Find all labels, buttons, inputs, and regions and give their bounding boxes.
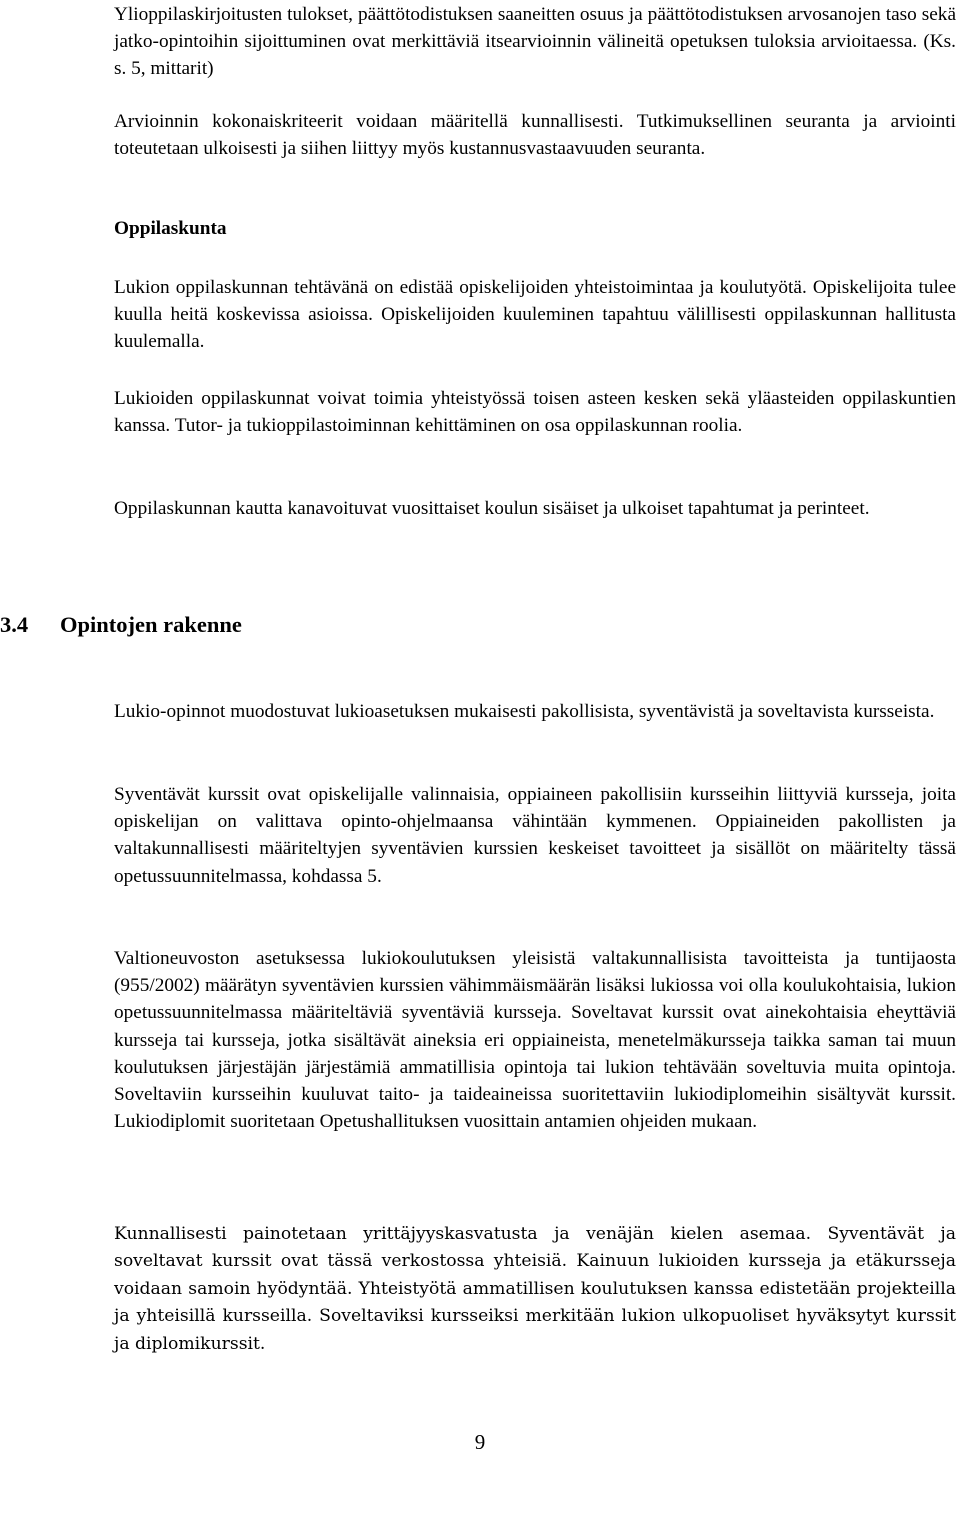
paragraph-evaluation-criteria: Arvioinnin kokonaiskriteerit voidaan määritellä kunnallisesti. Tutkimuksellinen seuranta ja arviointi toteutetaan ulkoisesti ja siihen liittyy myös kustannusvastaavuuden seuranta. — [114, 111, 956, 160]
paragraph-advanced-courses: Syventävät kurssit ovat opiskelijalle valinnaisia, oppiaineen pakollisiin kursseihin liittyviä kursseja, joita opiskelijan on valittava opinto-ohjelmaansa vähintään kymmenen. Oppiaineiden pakollisten ja valtakunnallisesti määriteltyjen syventävien kurssien keskeiset tavoitteet ja sisällöt on määritelty tässä opetussuunnitelmassa, kohdassa 5. — [114, 784, 956, 887]
section-heading — [0, 612, 242, 638]
section-number: 3.4 — [0, 612, 29, 637]
paragraph-study-structure: Lukio-opinnot muodostuvat lukioasetuksen mukaisesti pakollisista, syventävistä ja soveltavista kursseista. — [114, 701, 935, 722]
heading-oppilaskunta: Oppilaskunta — [114, 218, 227, 239]
paragraph-applied-courses: Valtioneuvoston asetuksessa lukiokoulutuksen yleisistä valtakunnallisista tavoitteista ja tuntijaosta (955/2002) määrätyn syventävien kurssien vähimmäismäärän lisäksi lukiossa voi olla koulukohtaisia, lukion opetussuunnitelmassa määriteltäviä syventäviä kursseja. Soveltavat kurssit ovat ainekohtaisia eheyttäviä kursseja tai kursseja, jotka sisältävät aineksia eri oppiaineista, menetelmäkursseja taikka saman tai muun koulutuksen järjestäjän järjestämiä ammatillisia opintoja tai lukion tehtävään soveltuvia muita opintoja. Soveltaviin kursseihin kuuluvat taito- ja taideaineissa suoritettaviin lukiodiplomeihin sisältyvät kurssit. Lukiodiplomit suoritetaan Opetushallituksen vuosittain antamien ohjeiden mukaan. — [114, 948, 956, 1133]
paragraph-student-union-task: Lukion oppilaskunnan tehtävänä on edistää opiskelijoiden yhteistoimintaa ja koulutyötä. Opiskelijoita tulee kuulla heitä koskevissa asioissa. Opiskelijoiden kuuleminen tapahtuu välillisesti oppilaskunnan hallitusta kuulemalla. — [114, 277, 956, 353]
paragraph-municipal-emphasis: Kunnallisesti painotetaan yrittäjyyskasvatusta ja venäjän kielen asemaa. Syventävät ja soveltavat kurssit ovat tässä verkostossa yhteisiä. Kainuun lukioiden kursseja ja etäkursseja voidaan samoin hyödyntää. Yhteistyötä ammatillisen koulutuksen kanssa edistetään projekteilla ja yhteisillä kursseilla. Soveltaviksi kursseiksi merkitään lukion ulkopuoliset hyväksytyt kurssit ja diplomikurssit. — [114, 1224, 956, 1354]
page-number: 9 — [474, 1430, 486, 1454]
paragraph-student-union-cooperation: Lukioiden oppilaskunnat voivat toimia yhteistyössä toisen asteen kesken sekä yläasteiden oppilaskuntien kanssa. Tutor- ja tukioppilastoiminnan kehittäminen on osa oppilaskunnan roolia. — [114, 388, 956, 437]
paragraph-evaluation-tools: Ylioppilaskirjoitusten tulokset, päättötodistuksen saaneitten osuus ja päättötodistuksen arvosanojen taso sekä jatko-opintoihin sijoittuminen ovat merkittäviä itsearvioinnin välineitä opetuksen tuloksia arvioitaessa. (Ks. s. 5, mittarit) — [114, 4, 956, 80]
paragraph-student-union-events: Oppilaskunnan kautta kanavoituvat vuosittaiset koulun sisäiset ja ulkoiset tapahtumat ja perinteet. — [114, 498, 870, 519]
section-title: Opintojen rakenne — [60, 612, 242, 637]
